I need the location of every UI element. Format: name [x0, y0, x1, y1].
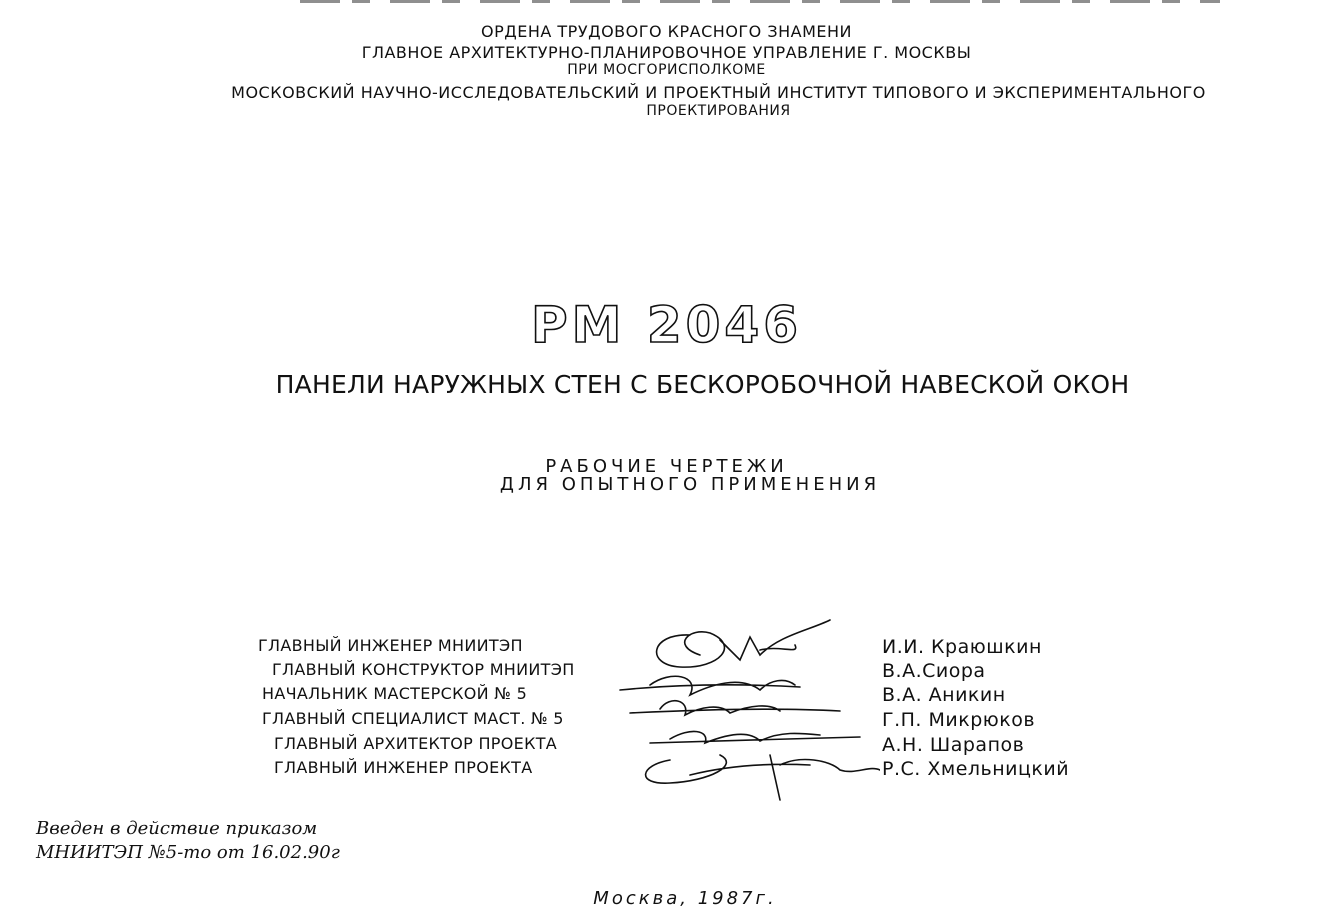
document-code: РМ 2046	[531, 296, 802, 354]
role-chief-designer: ГЛАВНЫЙ КОНСТРУКТОР МНИИТЭП	[272, 660, 575, 679]
header-institute-line-2: ПРОЕКТИРОВАНИЯ	[646, 103, 791, 119]
role-chief-architect: ГЛАВНЫЙ АРХИТЕКТОР ПРОЕКТА	[274, 734, 558, 753]
name-khmelnitsky: Р.С. Хмельницкий	[882, 758, 1070, 780]
name-mikriukov: Г.П. Микрюков	[882, 709, 1036, 731]
role-workshop-head: НАЧАЛЬНИК МАСТЕРСКОЙ № 5	[262, 684, 528, 703]
header-order-line: ОРДЕНА ТРУДОВОГО КРАСНОГО ЗНАМЕНИ	[480, 22, 853, 41]
header-institute-line: МОСКОВСКИЙ НАУЧНО-ИССЛЕДОВАТЕЛЬСКИЙ И ПРОЕКТНЫЙ ИНСТИТУТ ТИПОВОГО И ЭКСПЕРИМЕНТАЛЬНОГО	[231, 83, 1206, 102]
scan-artifact-line	[300, 0, 1220, 3]
document-subtitle-1: РАБОЧИЕ ЧЕРТЕЖИ	[545, 456, 788, 477]
role-chief-specialist: ГЛАВНЫЙ СПЕЦИАЛИСТ МАСТ. № 5	[262, 709, 564, 728]
document-subtitle-2: ДЛЯ ОПЫТНОГО ПРИМЕНЕНИЯ	[499, 474, 881, 495]
header-committee-line: ПРИ МОСГОРИСПОЛКОМЕ	[567, 62, 766, 78]
handwritten-signatures	[610, 615, 880, 805]
name-siora: В.А.Сиора	[882, 660, 986, 682]
header-administration-line: ГЛАВНОЕ АРХИТЕКТУРНО-ПЛАНИРОВОЧНОЕ УПРАВЛЕНИЕ Г. МОСКВЫ	[361, 43, 972, 62]
role-project-chief-engineer: ГЛАВНЫЙ ИНЖЕНЕР ПРОЕКТА	[274, 758, 533, 777]
place-and-year: Москва, 1987г.	[593, 888, 777, 909]
enactment-note-2: МНИИТЭП №5-то от 16.02.90г	[36, 842, 340, 863]
name-anikin: В.А. Аникин	[882, 684, 1006, 706]
role-chief-engineer: ГЛАВНЫЙ ИНЖЕНЕР МНИИТЭП	[258, 636, 523, 655]
name-kraiushkin: И.И. Краюшкин	[882, 636, 1042, 658]
name-sharapov: А.Н. Шарапов	[882, 734, 1025, 756]
enactment-note-1: Введен в действие приказом	[36, 818, 318, 839]
document-title: ПАНЕЛИ НАРУЖНЫХ СТЕН С БЕСКОРОБОЧНОЙ НАВЕСКОЙ ОКОН	[275, 370, 1130, 399]
